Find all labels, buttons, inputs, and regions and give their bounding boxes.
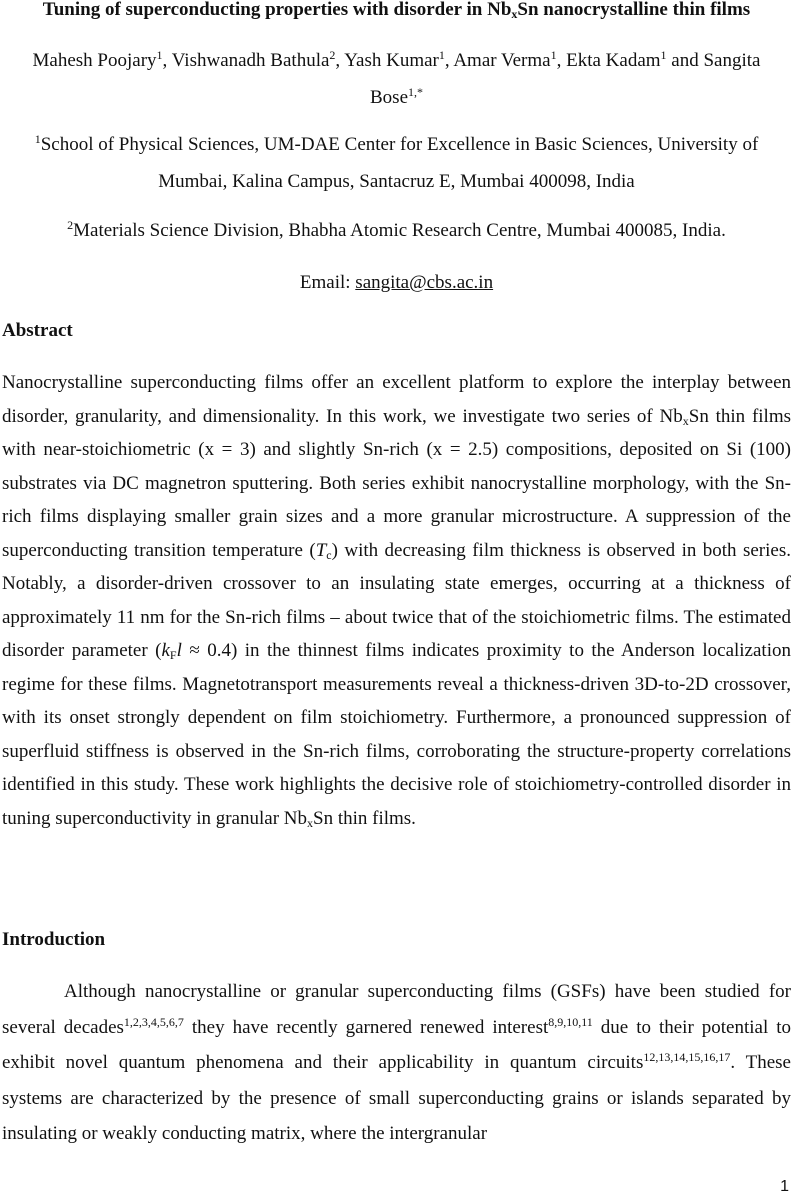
text-run: due to their potential to exhibit novel quantum phenomena and their applicability in quantum circuits bbox=[2, 1016, 791, 1073]
subscript: c bbox=[326, 547, 332, 562]
author-name: Sangita Bose bbox=[370, 50, 761, 108]
affiliation-1-number: 1 bbox=[34, 132, 41, 146]
email-label: Email: bbox=[299, 272, 356, 293]
title-text-1: Tuning of superconducting properties with disorder in Nb bbox=[42, 0, 512, 20]
citation-superscript: 8,9,10,11 bbox=[548, 1014, 593, 1029]
citation-superscript: 12,13,14,15,16,17 bbox=[643, 1050, 731, 1064]
paper-title bbox=[0, 0, 793, 22]
author-affiliation-mark: 1 bbox=[550, 48, 557, 62]
subscript: F bbox=[169, 648, 177, 662]
author-affiliation-mark: 2 bbox=[329, 48, 336, 62]
affiliation-1 bbox=[10, 126, 783, 200]
page-number: 1 bbox=[780, 1178, 789, 1195]
introduction-body bbox=[2, 974, 791, 1152]
text-run: Sn thin films with near-stoichiometric (x = 3) and slightly Sn-rich (x = 2.5) compositions, deposited on Si (100) substrates via DC magnetron sputtering. Both series exhibit nanocrystalline morphology, with the Sn-rich films displaying smaller grain sizes and a more granular microstructure. A suppression of the superconducting transition temperature ( bbox=[2, 405, 791, 561]
author-separator: and bbox=[666, 50, 704, 71]
author-name: Amar Verma bbox=[453, 50, 551, 71]
subscript: x bbox=[307, 815, 313, 830]
author-separator: , bbox=[162, 50, 172, 71]
contact-email bbox=[0, 264, 793, 301]
author-separator: , bbox=[335, 50, 345, 71]
title-text-2: Sn nanocrystalline thin films bbox=[517, 0, 751, 20]
subscript: x bbox=[682, 413, 689, 428]
author-affiliation-mark: 1,* bbox=[408, 85, 423, 99]
abstract-heading: Abstract bbox=[2, 320, 73, 341]
affiliation-2-number: 2 bbox=[67, 218, 74, 232]
text-run: . These systems are characterized by the presence of small superconducting grains or islands separated by insulating or weakly conducting matrix, where the intergranular bbox=[2, 1052, 791, 1144]
text-run: ) with decreasing film thickness is observed in both series. Notably, a disorder-driven crossover to an insulating state emerges, occurring at a thickness of approximately 11 nm for the Sn-rich films – about twice that of the stoichiometric films. The estimated disorder parameter ( bbox=[2, 539, 791, 661]
affiliation-2 bbox=[10, 212, 783, 249]
author-affiliation-mark: 1 bbox=[438, 48, 445, 62]
title-subscript: x bbox=[511, 7, 518, 21]
abstract-body bbox=[2, 366, 791, 835]
affiliation-2-text: Materials Science Division, Bhabha Atomic Research Centre, Mumbai 400085, India. bbox=[73, 220, 726, 241]
math-symbol: T bbox=[315, 539, 327, 561]
author-affiliation-mark: 1 bbox=[660, 48, 667, 62]
email-link[interactable]: sangita@cbs.ac.in bbox=[355, 272, 494, 293]
author-name: Vishwanadh Bathula bbox=[171, 50, 330, 71]
affiliation-1-text: School of Physical Sciences, UM-DAE Center for Excellence in Basic Sciences, University of Mumbai, Kalina Campus, Santacruz E, Mumbai 400098, India bbox=[40, 134, 759, 192]
citation-superscript: 1,2,3,4,5,6,7 bbox=[123, 1014, 184, 1029]
introduction-heading: Introduction bbox=[2, 929, 106, 950]
text-run: they have recently garnered renewed interest bbox=[183, 1016, 549, 1038]
math-symbol: l bbox=[176, 640, 182, 661]
author-separator: , bbox=[556, 50, 567, 71]
text-run: ≈ 0.4) in the thinnest films indicates proximity to the Anderson localization regime for these films. Magnetotransport measurements reveal a thickness-driven 3D-to-2D crossover, with its onset strongly dependent on film stoichiometry. Furthermore, a pronounced suppression of superfluid stiffness is observed in the Sn-rich films, corroborating the structure-property correlations identified in this study. These work highlights the decisive role of stoichiometry-controlled disorder in tuning superconductivity in granular Nb bbox=[2, 640, 791, 829]
author-list bbox=[10, 42, 783, 116]
author-name: Mahesh Poojary bbox=[32, 50, 157, 71]
author-name: Ekta Kadam bbox=[566, 50, 661, 71]
author-affiliation-mark: 1 bbox=[156, 48, 163, 62]
text-run: Sn thin films. bbox=[313, 807, 416, 829]
text-run: Nanocrystalline superconducting films offer an excellent platform to explore the interplay between disorder, granularity, and dimensionality. In this work, we investigate two series of Nb bbox=[2, 372, 791, 427]
author-separator: , bbox=[444, 50, 454, 71]
author-name: Yash Kumar bbox=[344, 50, 439, 71]
text-run: Although nanocrystalline or granular superconducting films (GSFs) have been studied for several decades bbox=[2, 981, 791, 1038]
math-symbol: k bbox=[161, 640, 170, 661]
